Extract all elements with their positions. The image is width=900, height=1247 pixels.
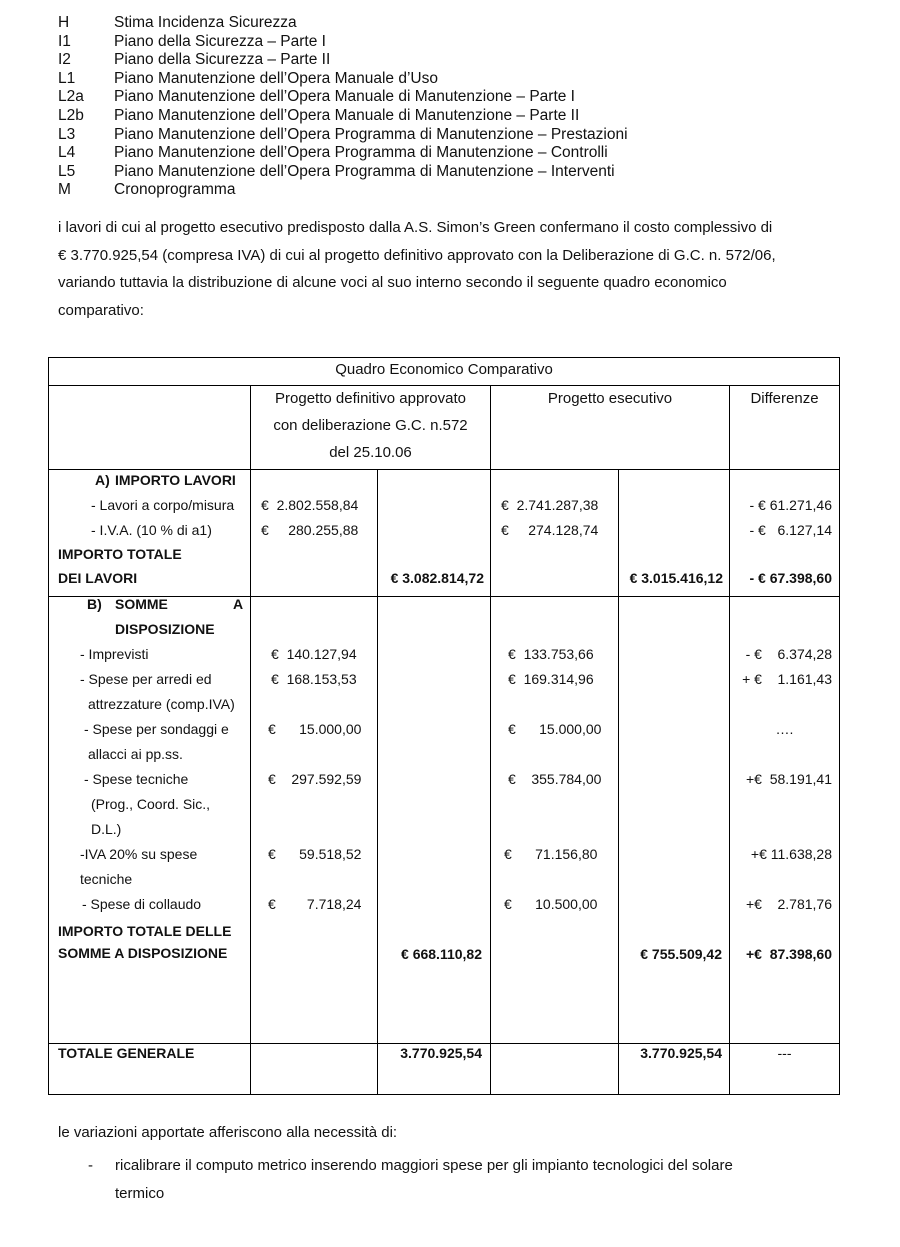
code-label: Piano Manutenzione dell’Opera Manuale di Manutenzione – Parte I bbox=[114, 88, 575, 106]
row-def-value: € 59.518,52 bbox=[268, 846, 362, 862]
row-diff-value: +€ 2.781,76 bbox=[745, 896, 832, 912]
code-row bbox=[58, 88, 628, 107]
row-label: - Spese per arredi ed bbox=[80, 671, 212, 687]
row-def-value: € 15.000,00 bbox=[268, 721, 362, 737]
header-definitivo-line: con deliberazione G.C. n.572 bbox=[273, 417, 468, 434]
row-label: allacci ai pp.ss. bbox=[88, 746, 183, 762]
grand-total-label: TOTALE GENERALE bbox=[58, 1045, 195, 1061]
row-diff-value: …. bbox=[775, 721, 794, 737]
section-b-total-def: € 668.110,82 bbox=[401, 946, 482, 962]
row-ese-value: € 2.741.287,38 bbox=[501, 497, 599, 513]
code: I2 bbox=[58, 51, 71, 69]
code-row bbox=[58, 181, 628, 200]
code-row bbox=[58, 126, 628, 145]
section-a-letter: A) bbox=[95, 472, 110, 488]
row-label: tecniche bbox=[80, 871, 133, 887]
row-ese-value: € 355.784,00 bbox=[508, 771, 602, 787]
row-def-value: € 7.718,24 bbox=[268, 896, 362, 912]
code-row bbox=[58, 51, 628, 70]
code-label: Stima Incidenza Sicurezza bbox=[114, 14, 297, 31]
code-row bbox=[58, 70, 628, 89]
row-label: - Spese tecniche bbox=[84, 771, 189, 787]
row-label: - I.V.A. (10 % di a1) bbox=[91, 522, 212, 538]
row-label: - Imprevisti bbox=[80, 646, 149, 662]
code: I1 bbox=[58, 32, 71, 50]
section-b-total-diff: +€ 87.398,60 bbox=[745, 946, 832, 962]
row-def-value: € 2.802.558,84 bbox=[261, 497, 359, 513]
row-label: - Spese per sondaggi e bbox=[84, 721, 229, 737]
code-label: Piano Manutenzione dell’Opera Manuale d’Uso bbox=[114, 69, 438, 87]
section-b-total-label: IMPORTO TOTALE DELLE bbox=[58, 923, 232, 939]
row-label: - Lavori a corpo/misura bbox=[91, 497, 235, 513]
row-ese-value: € 71.156,80 bbox=[504, 846, 598, 862]
code-row bbox=[58, 14, 628, 33]
table-divider bbox=[490, 385, 491, 1094]
intro-line: i lavori di cui al progetto esecutivo predisposto dalla A.S. Simon’s Green confermano il costo complessivo di bbox=[58, 219, 773, 236]
code: L5 bbox=[58, 162, 76, 180]
section-b-title-word: SOMME bbox=[115, 596, 168, 612]
table-divider bbox=[618, 469, 619, 1094]
code-label: Piano della Sicurezza – Parte II bbox=[114, 51, 331, 69]
bullet-line: termico bbox=[115, 1185, 165, 1202]
row-label: (Prog., Coord. Sic., bbox=[91, 796, 211, 812]
row-label: -IVA 20% su spese bbox=[80, 846, 198, 862]
table-divider bbox=[377, 469, 378, 1094]
table-title: Quadro Economico Comparativo bbox=[335, 361, 553, 378]
grand-total-def: 3.770.925,54 bbox=[400, 1045, 482, 1061]
code-label: Piano Manutenzione dell’Opera Programma di Manutenzione – Interventi bbox=[114, 162, 615, 180]
row-ese-value: € 15.000,00 bbox=[508, 721, 602, 737]
intro-paragraph bbox=[58, 214, 848, 324]
intro-line: comparativo: bbox=[58, 301, 144, 319]
section-b-title-2: DISPOSIZIONE bbox=[115, 621, 215, 637]
row-def-value: € 168.153,53 bbox=[271, 671, 357, 687]
header-definitivo-line: del 25.10.06 bbox=[329, 444, 412, 461]
row-diff-value: - € 6.374,28 bbox=[745, 646, 832, 662]
intro-line: € 3.770.925,54 (compresa IVA) di cui al progetto definitivo approvato con la Deliberazione di G.C. n. 572/06, bbox=[58, 246, 776, 264]
variations-intro: le variazioni apportate afferiscono alla necessità di: bbox=[58, 1124, 398, 1141]
row-diff-value: + € 1.161,43 bbox=[742, 671, 832, 687]
section-a-total-label: DEI LAVORI bbox=[58, 570, 138, 586]
row-label: - Spese di collaudo bbox=[82, 896, 202, 912]
grand-total-ese: 3.770.925,54 bbox=[640, 1045, 722, 1061]
bullet-line: ricalibrare il computo metrico inserendo maggiori spese per gli impianto tecnologici del solare bbox=[115, 1157, 733, 1174]
row-label: D.L.) bbox=[91, 821, 122, 837]
section-a-total-label: IMPORTO TOTALE bbox=[58, 546, 182, 562]
code-row bbox=[58, 107, 628, 126]
row-ese-value: € 10.500,00 bbox=[504, 896, 598, 912]
code-label: Piano della Sicurezza – Parte I bbox=[114, 32, 326, 50]
section-b-total-ese: € 755.509,42 bbox=[640, 946, 722, 962]
header-definitivo-line: Progetto definitivo approvato bbox=[275, 390, 466, 407]
code-label: Cronoprogramma bbox=[114, 181, 236, 199]
section-b-title-a: A bbox=[233, 596, 244, 612]
document-code-list bbox=[58, 14, 628, 200]
section-a-total-def: € 3.082.814,72 bbox=[390, 570, 484, 586]
section-a-total-ese: € 3.015.416,12 bbox=[629, 570, 723, 586]
code-label: Piano Manutenzione dell’Opera Programma di Manutenzione – Controlli bbox=[114, 144, 608, 162]
grand-total-diff: --- bbox=[777, 1045, 792, 1061]
row-diff-value: - € 6.127,14 bbox=[749, 522, 832, 538]
section-b-letter: B) bbox=[87, 596, 102, 612]
row-def-value: € 297.592,59 bbox=[268, 771, 362, 787]
row-ese-value: € 169.314,96 bbox=[508, 671, 594, 687]
row-diff-value: +€ 11.638,28 bbox=[750, 846, 832, 862]
code-row bbox=[58, 163, 628, 182]
header-esecutivo: Progetto esecutivo bbox=[547, 390, 673, 407]
row-def-value: € 140.127,94 bbox=[271, 646, 357, 662]
comparative-table bbox=[48, 357, 840, 1095]
row-label: attrezzature (comp.IVA) bbox=[88, 696, 235, 712]
section-a-total-diff: - € 67.398,60 bbox=[749, 570, 832, 586]
code-row bbox=[58, 144, 628, 163]
bullet-text bbox=[115, 1152, 845, 1208]
header-differenze: Differenze bbox=[750, 390, 819, 407]
code: H bbox=[58, 14, 70, 31]
row-diff-value: - € 61.271,46 bbox=[749, 497, 832, 513]
code: L2b bbox=[58, 106, 84, 124]
row-ese-value: € 133.753,66 bbox=[508, 646, 594, 662]
code: L1 bbox=[58, 69, 76, 87]
row-ese-value: € 274.128,74 bbox=[501, 522, 599, 538]
code: L4 bbox=[58, 144, 76, 162]
code: L3 bbox=[58, 125, 76, 143]
code-row bbox=[58, 33, 628, 52]
intro-line: variando tuttavia la distribuzione di alcune voci al suo interno secondo il seguente quadro economico bbox=[58, 274, 727, 291]
code-label: Piano Manutenzione dell’Opera Programma di Manutenzione – Prestazioni bbox=[114, 125, 628, 143]
table-divider bbox=[250, 385, 251, 1094]
section-b-total-label: SOMME A DISPOSIZIONE bbox=[58, 945, 228, 961]
code-label: Piano Manutenzione dell’Opera Manuale di Manutenzione – Parte II bbox=[114, 106, 580, 124]
code: L2a bbox=[58, 88, 84, 106]
row-def-value: € 280.255,88 bbox=[261, 522, 359, 538]
code: M bbox=[58, 181, 71, 199]
bullet-dash: - bbox=[88, 1157, 93, 1174]
section-a-title: IMPORTO LAVORI bbox=[115, 472, 236, 488]
row-diff-value: +€ 58.191,41 bbox=[745, 771, 832, 787]
